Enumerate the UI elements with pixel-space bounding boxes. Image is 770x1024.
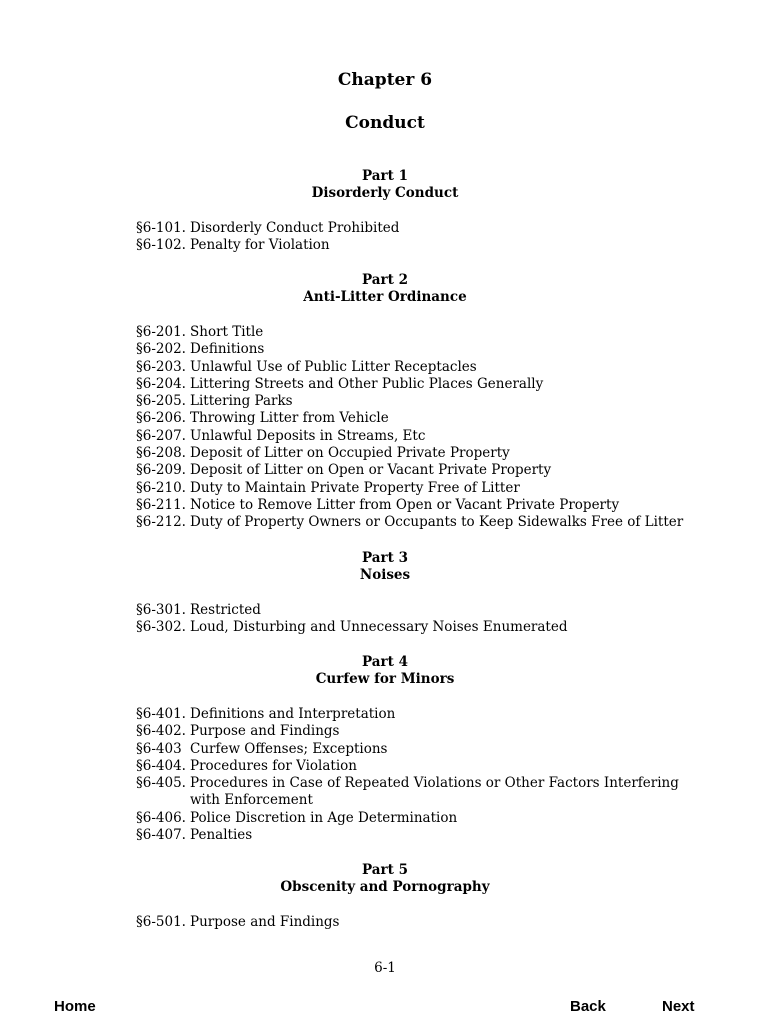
section-title: Unlawful Use of Public Litter Receptacles	[190, 358, 477, 375]
home-link[interactable]: Home	[54, 998, 96, 1015]
section-number: §6-101.	[136, 220, 186, 236]
section-entry[interactable]	[136, 723, 696, 740]
section-title: Definitions	[190, 341, 265, 358]
section-entry[interactable]	[136, 775, 696, 810]
section-number: §6-204.	[136, 375, 186, 392]
section-number: §6-301.	[136, 602, 186, 618]
section-title: Purpose and Findings	[190, 914, 340, 930]
section-title: Disorderly Conduct Prohibited	[190, 220, 400, 236]
section-title: Curfew Offenses; Exceptions	[190, 740, 388, 757]
part-title: Obscenity and Pornography	[280, 879, 490, 895]
page-number: 6-1	[374, 960, 396, 976]
section-number: §6-208.	[136, 445, 186, 462]
section-number: §6-401.	[136, 706, 186, 722]
part-label: Part 1	[362, 168, 408, 184]
section-title: Notice to Remove Litter from Open or Vacant Private Property	[190, 496, 620, 513]
part-title: Curfew for Minors	[315, 671, 455, 687]
section-number: §6-206.	[136, 410, 186, 427]
part-title: Anti-Litter Ordinance	[303, 289, 467, 305]
section-number: §6-207.	[136, 427, 186, 444]
back-link[interactable]: Back	[570, 998, 606, 1015]
section-entry[interactable]	[136, 810, 696, 827]
part-label: Part 5	[362, 862, 408, 878]
section-list	[136, 706, 696, 844]
section-number: §6-406.	[136, 809, 186, 826]
section-title: Purpose and Findings	[190, 723, 340, 740]
section-entry[interactable]	[136, 914, 696, 931]
section-title: Definitions and Interpretation	[190, 706, 396, 722]
section-entry[interactable]	[136, 393, 696, 410]
section-entry[interactable]	[136, 410, 696, 427]
section-number: §6-405.	[136, 775, 186, 792]
section-entry[interactable]	[136, 341, 696, 358]
part-heading	[0, 654, 770, 688]
section-number: §6-102.	[136, 237, 186, 254]
section-entry[interactable]	[136, 462, 696, 479]
part-heading	[0, 168, 770, 202]
chapter-title: Chapter 6	[337, 70, 433, 90]
section-entry[interactable]	[136, 445, 696, 462]
part-label: Part 3	[362, 550, 408, 566]
section-entry[interactable]	[136, 220, 696, 237]
section-list	[136, 602, 696, 637]
section-number: §6-403	[136, 740, 182, 757]
section-title: Loud, Disturbing and Unnecessary Noises Enumerated	[190, 619, 568, 636]
section-number: §6-407.	[136, 827, 186, 844]
section-number: §6-402.	[136, 723, 186, 740]
section-entry[interactable]	[136, 376, 696, 393]
section-title: Police Discretion in Age Determination	[190, 809, 458, 826]
section-title: Penalties	[190, 827, 253, 844]
part-title: Noises	[359, 567, 411, 583]
section-entry[interactable]	[136, 602, 696, 619]
section-title: Penalty for Violation	[190, 237, 330, 254]
section-number: §6-210.	[136, 479, 186, 496]
section-title: Procedures for Violation	[190, 757, 357, 774]
section-number: §6-205.	[136, 393, 186, 410]
section-title: Short Title	[190, 324, 264, 340]
next-link[interactable]: Next	[662, 998, 695, 1015]
section-entry[interactable]	[136, 237, 696, 254]
section-title: Throwing Litter from Vehicle	[190, 410, 389, 427]
section-entry[interactable]	[136, 497, 696, 514]
section-title: Duty of Property Owners or Occupants to Keep Sidewalks Free of Litter	[190, 514, 684, 531]
part-title: Disorderly Conduct	[311, 185, 459, 201]
chapter-subtitle: Conduct	[345, 113, 425, 133]
part-heading	[0, 272, 770, 306]
section-title: Procedures in Case of Repeated Violations or Other Factors Interfering with Enforcement	[190, 775, 679, 809]
section-list	[136, 324, 696, 532]
section-title: Restricted	[190, 602, 261, 618]
section-entry[interactable]	[136, 428, 696, 445]
section-number: §6-211.	[136, 496, 186, 513]
section-title: Deposit of Litter on Occupied Private Property	[190, 445, 510, 462]
section-number: §6-202.	[136, 341, 186, 358]
section-list	[136, 914, 696, 931]
section-title: Unlawful Deposits in Streams, Etc	[190, 427, 426, 444]
section-title: Deposit of Litter on Open or Vacant Private Property	[190, 462, 552, 479]
section-number: §6-212.	[136, 514, 186, 531]
section-list	[136, 220, 696, 255]
section-number: §6-201.	[136, 324, 186, 340]
section-title: Littering Parks	[190, 393, 293, 410]
part-label: Part 4	[362, 654, 408, 670]
section-entry[interactable]	[136, 619, 696, 636]
section-title: Duty to Maintain Private Property Free of Litter	[190, 479, 520, 496]
section-entry[interactable]	[136, 741, 696, 758]
part-heading	[0, 550, 770, 584]
section-number: §6-203.	[136, 358, 186, 375]
section-entry[interactable]	[136, 758, 696, 775]
section-entry[interactable]	[136, 827, 696, 844]
section-number: §6-209.	[136, 462, 186, 479]
section-entry[interactable]	[136, 359, 696, 376]
section-number: §6-501.	[136, 914, 186, 930]
part-heading	[0, 862, 770, 896]
section-title: Littering Streets and Other Public Places Generally	[190, 375, 544, 392]
section-number: §6-404.	[136, 757, 186, 774]
section-entry[interactable]	[136, 324, 696, 341]
section-number: §6-302.	[136, 619, 186, 636]
section-entry[interactable]	[136, 514, 696, 531]
section-entry[interactable]	[136, 480, 696, 497]
section-entry[interactable]	[136, 706, 696, 723]
part-label: Part 2	[362, 272, 408, 288]
